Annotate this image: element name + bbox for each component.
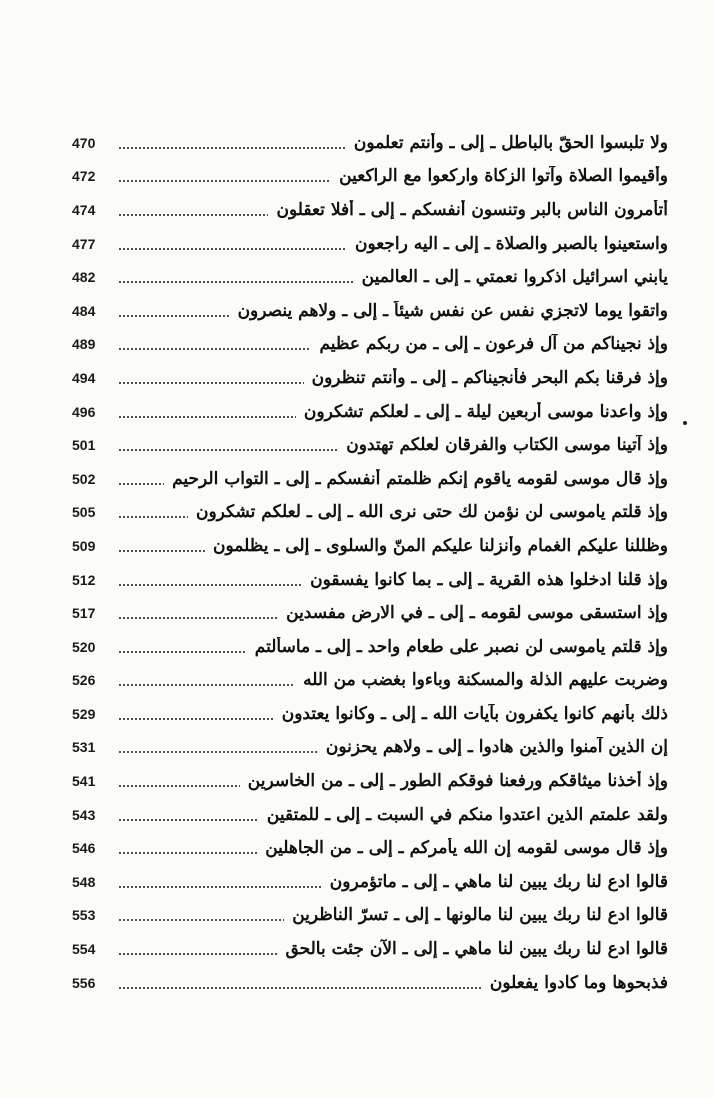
dot-leader xyxy=(118,583,302,587)
dot-leader xyxy=(118,952,277,956)
toc-entry xyxy=(70,697,668,731)
toc-entry-line xyxy=(118,737,668,757)
toc-entry-line xyxy=(118,973,668,993)
toc-entry-title: وإذ آتينا موسى الكتاب والفرقان لعلكم تهتدون xyxy=(346,435,668,456)
toc-entry xyxy=(70,596,668,630)
toc-entry-line xyxy=(118,402,668,422)
toc-entry xyxy=(70,630,668,664)
toc-page-number: 501 xyxy=(72,437,96,454)
dot-leader xyxy=(118,717,274,721)
toc-page-number: 512 xyxy=(72,571,96,588)
toc-entry-line xyxy=(118,570,668,590)
toc-page-number: 556 xyxy=(72,974,96,991)
toc-entry xyxy=(70,462,668,496)
toc-entry-title: ولا تلبسوا الحقّ بالباطل ـ إلى ـ وأنتم تعلمون xyxy=(353,132,668,153)
toc-entry-line xyxy=(118,805,668,825)
toc-entry xyxy=(70,260,668,294)
toc-page-number: 496 xyxy=(72,403,96,420)
toc-entry xyxy=(70,798,668,832)
toc-page-number: 520 xyxy=(72,638,96,655)
dot-leader xyxy=(118,918,284,922)
toc-entry xyxy=(70,227,668,261)
toc-entry-line xyxy=(118,536,668,556)
toc-page-number: 529 xyxy=(72,705,96,722)
toc-entry-title: وإذ قال موسى لقومه إن الله يأمركم ـ إلى ـ من الجاهلين xyxy=(265,838,668,859)
toc-page-number: 531 xyxy=(72,739,96,756)
toc-entry-title: وظللنا عليكم الغمام وأنزلنا عليكم المنّ والسلوى ـ إلى ـ يظلمون xyxy=(213,535,668,556)
toc-entry-line xyxy=(118,133,668,153)
toc-entry xyxy=(70,563,668,597)
toc-entry-line xyxy=(118,334,668,354)
toc-entry-title: قالوا ادع لنا ربك يبين لنا ماهي ـ إلى ـ ماتؤمرون xyxy=(329,871,668,892)
toc-entry-title: واتقوا يوما لاتجزي نفس عن نفس شيئاً ـ إلى ـ ولاهم ينصرون xyxy=(237,300,668,321)
toc-entry xyxy=(70,831,668,865)
toc-entry-title: وأقيموا الصلاة وآتوا الزكاة واركعوا مع الراكعين xyxy=(339,166,668,187)
toc-entry-title: وإذ قلتم ياموسى لن نؤمن لك حتى نرى الله ـ إلى ـ لعلكم تشكرون xyxy=(195,502,668,523)
toc-entry xyxy=(70,731,668,765)
toc-entry-line xyxy=(118,200,668,220)
toc-entry-title: وضربت عليهم الذلة والمسكنة وباءوا بغضب من الله xyxy=(303,670,668,691)
toc-page-number: 477 xyxy=(72,235,96,252)
toc-entry-line xyxy=(118,301,668,321)
toc-entry-line xyxy=(118,939,668,959)
toc-entry-line xyxy=(118,905,668,925)
dot-leader xyxy=(118,347,311,351)
toc-entry-title: قالوا ادع لنا ربك يبين لنا ماهي ـ إلى ـ الآن جئت بالحق xyxy=(285,939,668,960)
toc-entry xyxy=(70,932,668,966)
toc-entry-title: ولقد علمتم الذين اعتدوا منكم في السبت ـ إلى ـ للمتقين xyxy=(266,804,668,825)
toc-entry-title: وإذ قلتم ياموسى لن نصبر على طعام واحد ـ إلى ـ ماسألتم xyxy=(254,636,668,657)
toc-entry-title: فذبحوها وما كادوا يفعلون xyxy=(489,972,668,993)
dot-leader xyxy=(118,280,354,284)
toc-entry-title: وإذ أخذنا ميثاقكم ورفعنا فوقكم الطور ـ إلى ـ من الخاسرين xyxy=(247,771,668,792)
toc-entry xyxy=(70,361,668,395)
toc-entry xyxy=(70,126,668,160)
toc-entry-line xyxy=(118,771,668,791)
toc-page-number: 489 xyxy=(72,336,96,353)
toc-entry-line xyxy=(118,368,668,388)
dot-leader xyxy=(118,549,205,553)
dot-leader xyxy=(118,650,247,654)
toc-entry-line xyxy=(118,234,668,254)
toc-page-number: 553 xyxy=(72,907,96,924)
toc-page-number: 484 xyxy=(72,302,96,319)
toc-entry xyxy=(70,193,668,227)
toc-entry-title: وإذ استسقى موسى لقومه ـ إلى ـ في الارض مفسدين xyxy=(286,603,668,624)
toc-page-number: 472 xyxy=(72,168,96,185)
toc-entry-title: قالوا ادع لنا ربك يبين لنا مالونها ـ إلى ـ تسرّ الناظرين xyxy=(292,905,668,926)
toc-entry-title: يابني اسرائيل اذكروا نعمتي ـ إلى ـ العالمين xyxy=(361,267,668,288)
toc-entry-line xyxy=(118,502,668,522)
toc-entry-line xyxy=(118,267,668,287)
dot-leader xyxy=(118,482,164,486)
toc-page-number: 517 xyxy=(72,605,96,622)
toc-page-number: 482 xyxy=(72,269,96,286)
toc-entry-line xyxy=(118,670,668,690)
dot-leader xyxy=(118,784,240,788)
toc-entry-line xyxy=(118,603,668,623)
toc-entry xyxy=(70,966,668,1000)
dot-leader xyxy=(118,683,295,687)
toc-entry-line xyxy=(118,704,668,724)
toc-entry xyxy=(70,496,668,530)
toc-entry xyxy=(70,529,668,563)
toc-entry-title: ذلك بأنهم كانوا يكفرون بآيات الله ـ إلى ـ وكانوا يعتدون xyxy=(281,703,668,724)
dot-leader xyxy=(118,146,346,150)
dot-leader xyxy=(118,314,230,318)
toc-entry-title: واستعينوا بالصبر والصلاة ـ إلى ـ اليه راجعون xyxy=(354,233,668,254)
dot-leader xyxy=(118,885,322,889)
toc-entry-line xyxy=(118,872,668,892)
toc-entry xyxy=(70,764,668,798)
table-of-contents xyxy=(70,126,668,999)
dot-leader xyxy=(118,818,259,822)
toc-page-number: 546 xyxy=(72,840,96,857)
toc-entry-line xyxy=(118,166,668,186)
toc-entry xyxy=(70,395,668,429)
toc-page-number: 494 xyxy=(72,369,96,386)
dot-leader xyxy=(118,179,331,183)
toc-page-number: 541 xyxy=(72,773,96,790)
dot-leader xyxy=(118,381,304,385)
toc-entry xyxy=(70,664,668,698)
toc-entry-title: وإذ قال موسى لقومه ياقوم إنكم ظلمتم أنفسكم ـ إلى ـ التواب الرحيم xyxy=(172,468,668,489)
toc-entry xyxy=(70,428,668,462)
toc-entry xyxy=(70,899,668,933)
toc-entry-title: وإذ فرقنا بكم البحر فأنجيناكم ـ إلى ـ وأنتم تنظرون xyxy=(311,367,668,388)
dot-leader xyxy=(118,415,296,419)
toc-entry-title: وإذ نجيناكم من آل فرعون ـ إلى ـ من ربكم عظيم xyxy=(319,334,668,355)
toc-page-number: 543 xyxy=(72,806,96,823)
toc-entry xyxy=(70,294,668,328)
toc-entry xyxy=(70,160,668,194)
dot-leader xyxy=(118,448,338,452)
toc-entry-title: وإذ قلنا ادخلوا هذه القرية ـ إلى ـ بما كانوا يفسقون xyxy=(310,569,668,590)
dot-leader xyxy=(118,750,318,754)
toc-page-number: 548 xyxy=(72,873,96,890)
toc-entry-title: وإذ واعدنا موسى أربعين ليلة ـ إلى ـ لعلكم تشكرون xyxy=(303,401,668,422)
toc-page-number: 474 xyxy=(72,201,96,218)
dot-leader xyxy=(118,851,257,855)
toc-entry-line xyxy=(118,637,668,657)
toc-entry-title: إن الذين آمنوا والذين هادوا ـ إلى ـ ولاهم يحزنون xyxy=(325,737,668,758)
dot-leader xyxy=(118,986,482,990)
dot-leader xyxy=(118,616,278,620)
dot-leader xyxy=(118,515,188,519)
page-speck xyxy=(683,421,687,425)
toc-page-number: 509 xyxy=(72,537,96,554)
toc-page-number: 554 xyxy=(72,941,96,958)
toc-entry xyxy=(70,328,668,362)
toc-entry-line xyxy=(118,838,668,858)
toc-entry-title: أتأمرون الناس بالبر وتنسون أنفسكم ـ إلى ـ أفلا تعقلون xyxy=(276,199,668,220)
toc-entry-line xyxy=(118,469,668,489)
toc-entry-line xyxy=(118,435,668,455)
toc-page-number: 470 xyxy=(72,134,96,151)
dot-leader xyxy=(118,213,268,217)
toc-page-number: 526 xyxy=(72,672,96,689)
dot-leader xyxy=(118,247,347,251)
toc-page-number: 505 xyxy=(72,504,96,521)
toc-entry xyxy=(70,865,668,899)
toc-page-number: 502 xyxy=(72,470,96,487)
